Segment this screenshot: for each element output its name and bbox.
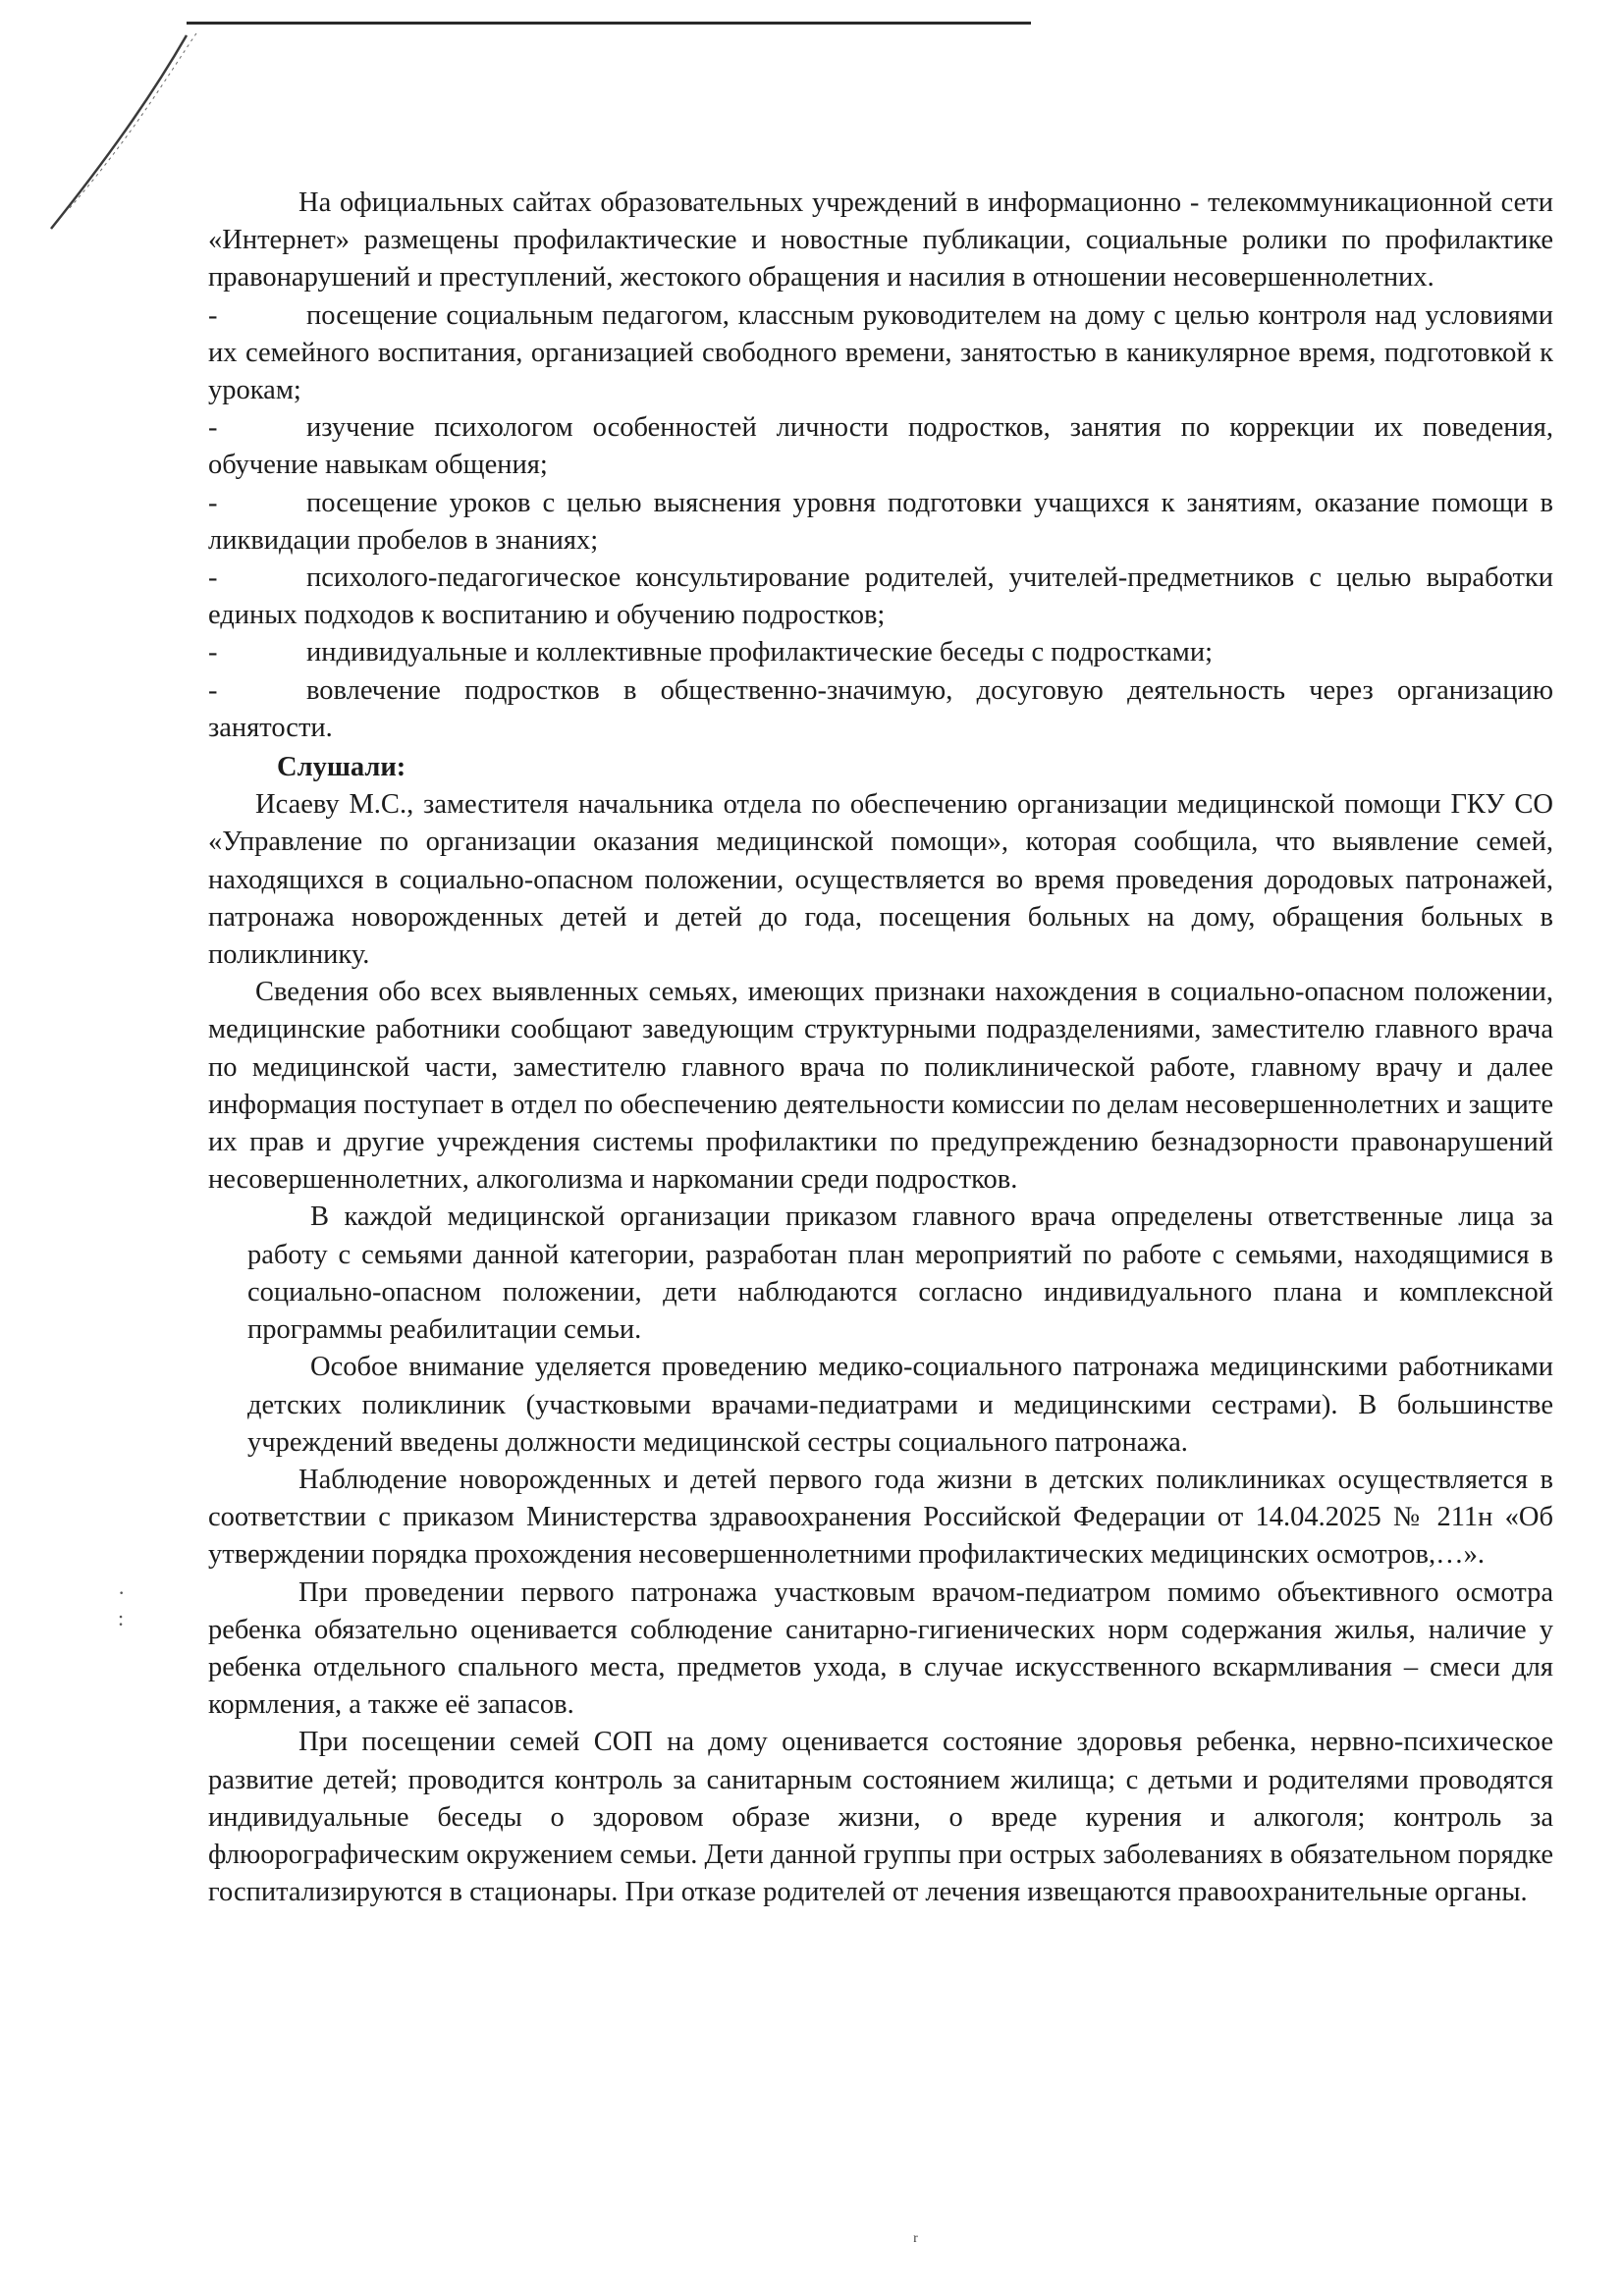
paragraph-home-visits: При посещении семей СОП на дому оценивается состояние здоровья ребенка, нервно-психическое развитие детей; проводится контроль за санитарным состоянием жилища; с детьми и родителями проводятся индивидуальные беседы о здоровом образе жизни, о вреде курения и алкоголя; контроль за флюорографическим окружением семьи. Дети данной группы при острых заболеваниях в обязательном порядке госпитализируются в стационары. При отказе родителей от лечения извещаются правоохранительные органы. xyxy=(208,1727,1553,1908)
paragraph-order: Наблюдение новорожденных и детей первого года жизни в детских поликлиниках осуществляется в соответствии с приказом Министерства здравоохранения Российской Федерации от 14.04.2025 № 211н «Об утверждении порядка прохождения несовершеннолетними профилактических медицинских осмотров,…». xyxy=(208,1464,1553,1571)
list-item xyxy=(208,560,1553,634)
paragraph-responsible: В каждой медицинской организации приказом главного врача определены ответственные лица за работу с семьями данной категории, разработан план мероприятий по работе с семьями, находящимися в социально-опасном положении, дети наблюдаются согласно индивидуального плана и комплексной программы реабилитации семьи. xyxy=(247,1201,1553,1346)
paragraph-speaker: Исаеву М.С., заместителя начальника отдела по обеспечению организации медицинской помощи ГКУ СО «Управление по организации оказания медицинской помощи», которая сообщила, что выявление семей, находящихся в социально-опасном положении, осуществляется во время проведения дородовых патронажей, патронажа новорожденных детей и детей до года, посещения больных на дому, обращения больных в поликлинику. xyxy=(208,789,1553,971)
list-item-text: посещение социальным педагогом, классным руководителем на дому с целью контроля над условиями их семейного воспитания, организацией свободного времени, занятостью в каникулярное время, подготовкой к урокам; xyxy=(208,299,1553,406)
list-item-text: посещение уроков с целью выяснения уровня подготовки учащихся к занятиям, оказание помощи в ликвидации пробелов в знаниях; xyxy=(208,487,1553,556)
bullet-dash: - xyxy=(208,412,218,444)
list-item xyxy=(208,634,1553,671)
paragraph-reporting: Сведения обо всех выявленных семьях, имеющих признаки нахождения в социально-опасном положении, медицинские работники сообщают заведующим структурными подразделениями, заместителю главного врача по медицинской части, заместителю главного врача по поликлинической работе, главному врачу и далее информация поступает в отдел по обеспечению деятельности комиссии по делам несовершеннолетних и защите их прав и другие учреждения системы профилактики по предупреждению безнадзорности правонарушений несовершеннолетних, алкоголизма и наркомании среди подростков. xyxy=(208,977,1553,1196)
scan-edge-line xyxy=(187,22,1031,25)
list-item-text: индивидуальные и коллективные профилактические беседы с подростками; xyxy=(306,637,1213,668)
scan-speckle: ʳ xyxy=(913,2228,918,2253)
list-item xyxy=(208,409,1553,484)
bullet-dash: - xyxy=(208,562,218,594)
paragraph-first-visit: При проведении первого патронажа участковым врачом-педиатром помимо объективного осмотра ребенка обязательно оценивается соблюдение санитарно-гигиенических норм содержания жилья, наличие у ребенка отдельного спального места, предметов ухода, в случае искусственного вскармливания – смеси для кормления, а также её запасов. xyxy=(208,1576,1553,1721)
paragraph-patronage: Особое внимание уделяется проведению медико-социального патронажа медицинскими работниками детских поликлиник (участковыми врачами-педиатрами и медицинскими сестрами). В большинстве учреждений введены должности медицинской сестры социального патронажа. xyxy=(247,1352,1553,1458)
bullet-dash: - xyxy=(208,487,218,518)
scan-speckle: · : xyxy=(118,1580,126,1630)
list-item-text: вовлечение подростков в общественно-значимую, досуговую деятельность через организацию занятости. xyxy=(208,674,1553,743)
section-heading: Слушали: xyxy=(277,752,406,783)
document-body xyxy=(208,185,1553,1911)
bullet-dash: - xyxy=(208,674,218,706)
list-item xyxy=(208,297,1553,410)
list-item-text: изучение психологом особенностей личности подростков, занятия по коррекции их поведения, обучение навыкам общения; xyxy=(208,412,1553,481)
list-item xyxy=(208,672,1553,747)
list-item-text: психолого-педагогическое консультирование родителей, учителей-предметников с целью выработки единых подходов к воспитанию и обучению подростков; xyxy=(208,562,1553,631)
list-item xyxy=(208,485,1553,560)
bullet-dash: - xyxy=(208,299,218,331)
bullet-dash: - xyxy=(208,637,218,668)
intro-paragraph: На официальных сайтах образовательных учреждений в информационно - телекоммуникационной сети «Интернет» размещены профилактические и новостные публикации, социальные ролики по профилактике правонарушений и преступлений, жестокого обращения и насилия в отношении несовершеннолетних. xyxy=(208,187,1553,294)
